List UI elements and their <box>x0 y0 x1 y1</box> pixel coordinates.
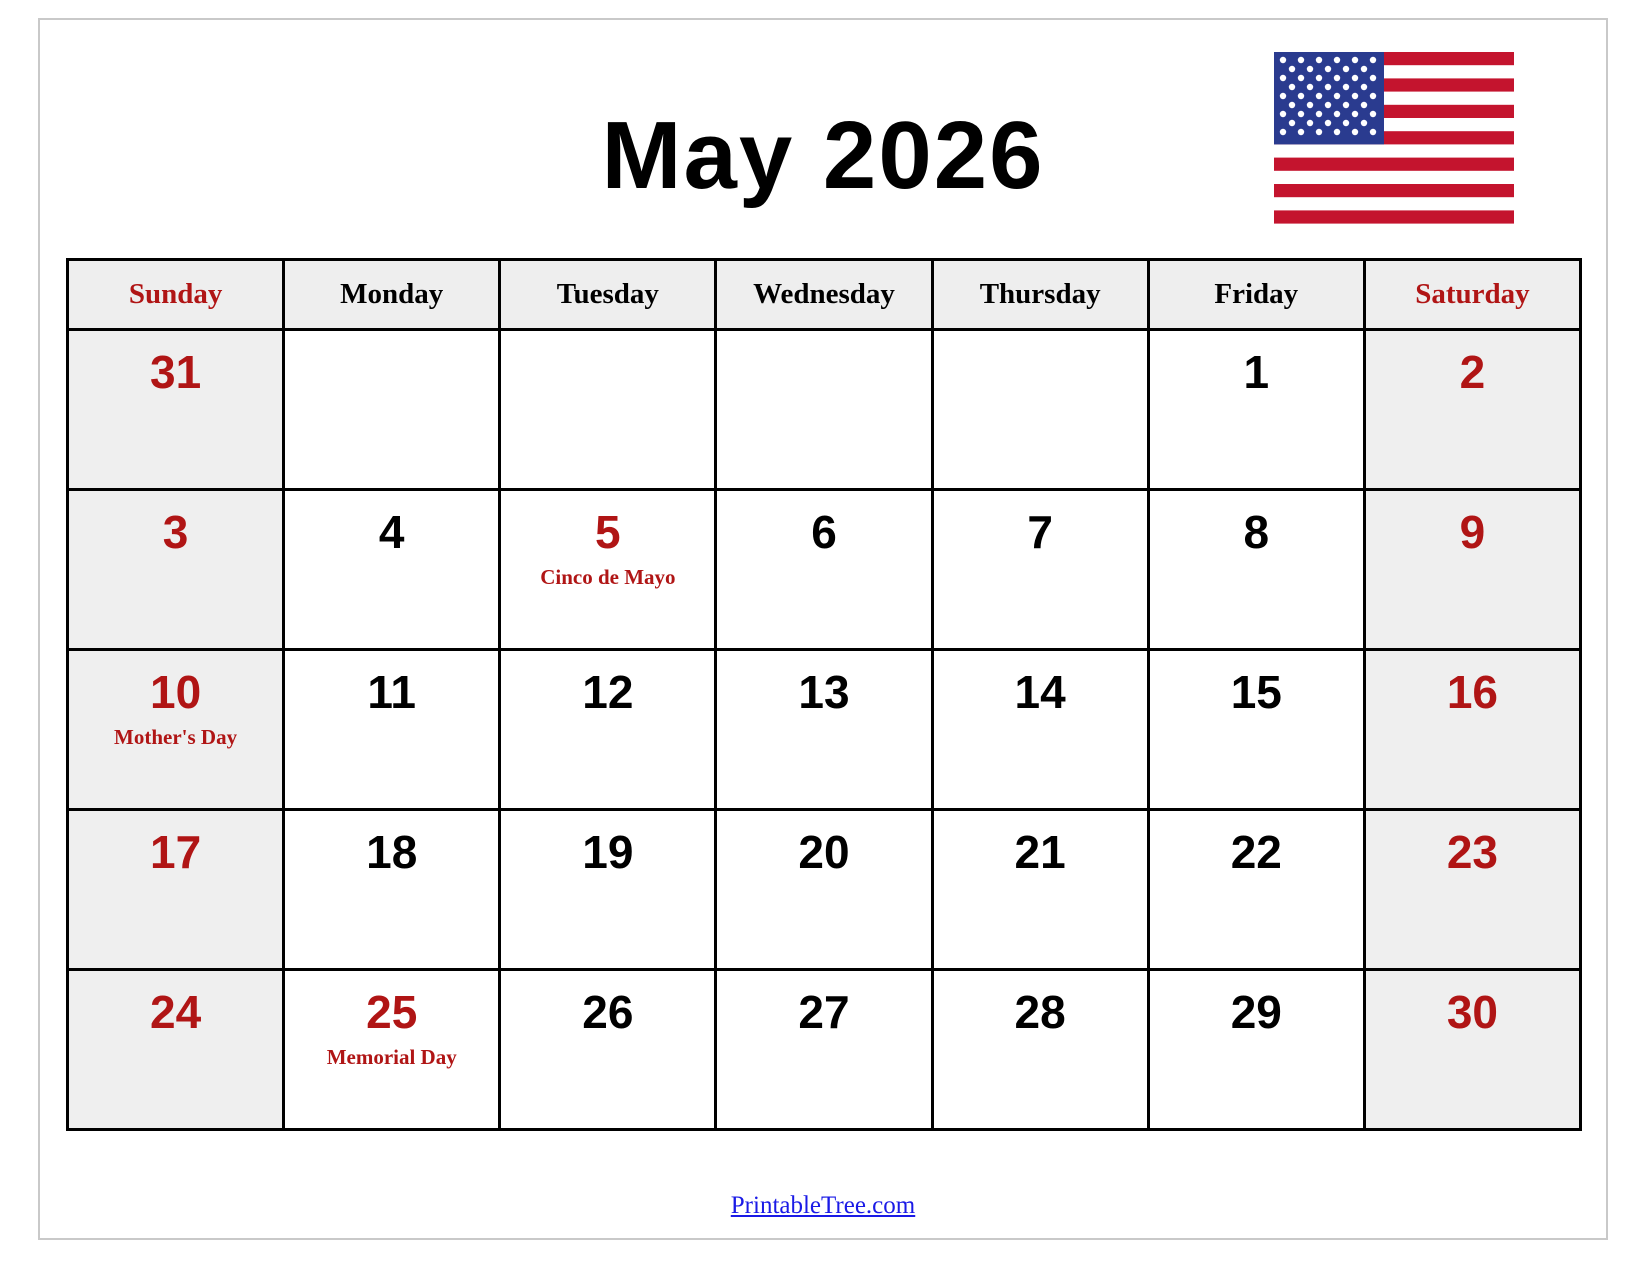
day-number: 13 <box>798 666 850 718</box>
calendar-week-row <box>68 810 1581 970</box>
day-cell[interactable] <box>1364 810 1580 970</box>
day-cell[interactable] <box>716 810 932 970</box>
day-number: 18 <box>366 826 418 878</box>
calendar-header <box>40 20 1606 240</box>
day-event: Cinco de Mayo <box>540 565 676 589</box>
day-number: 22 <box>1230 826 1282 878</box>
calendar-week-row <box>68 970 1581 1130</box>
calendar-grid <box>66 258 1582 1131</box>
day-cell[interactable] <box>500 810 716 970</box>
day-cell[interactable] <box>1364 330 1580 490</box>
day-cell[interactable] <box>284 810 500 970</box>
weekday-header-thursday: Thursday <box>932 260 1148 330</box>
day-cell[interactable] <box>1148 970 1364 1130</box>
day-number: 11 <box>367 666 417 718</box>
weekday-header-wednesday: Wednesday <box>716 260 932 330</box>
day-cell[interactable] <box>932 330 1148 490</box>
day-number: 7 <box>1027 506 1053 558</box>
day-number: 9 <box>1459 506 1486 558</box>
day-number: 6 <box>811 506 837 558</box>
day-number: 5 <box>595 506 621 558</box>
weekday-header-sunday: Sunday <box>68 260 284 330</box>
day-number: 17 <box>149 826 202 878</box>
day-number: 10 <box>149 666 202 718</box>
day-cell[interactable] <box>932 650 1148 810</box>
day-number: 29 <box>1230 986 1282 1038</box>
day-number: 25 <box>366 986 418 1038</box>
day-number: 26 <box>582 986 634 1038</box>
day-number: 3 <box>162 506 189 558</box>
calendar-week-row <box>68 650 1581 810</box>
day-cell[interactable] <box>1148 490 1364 650</box>
day-number: 2 <box>1459 346 1486 398</box>
weekday-header-monday: Monday <box>284 260 500 330</box>
weekday-header-saturday: Saturday <box>1364 260 1580 330</box>
day-number: 19 <box>582 826 634 878</box>
day-number: 15 <box>1230 666 1282 718</box>
day-number: 28 <box>1014 986 1066 1038</box>
day-cell[interactable] <box>1364 650 1580 810</box>
day-cell[interactable] <box>68 330 284 490</box>
day-cell[interactable] <box>500 650 716 810</box>
day-cell[interactable] <box>1364 970 1580 1130</box>
weekday-header-row <box>68 260 1581 330</box>
day-cell[interactable] <box>68 810 284 970</box>
day-cell[interactable] <box>932 810 1148 970</box>
day-cell[interactable] <box>932 970 1148 1130</box>
day-cell[interactable] <box>716 490 932 650</box>
day-cell[interactable] <box>500 490 716 650</box>
day-cell[interactable] <box>68 970 284 1130</box>
calendar-week-row <box>68 330 1581 490</box>
day-number: 21 <box>1014 826 1066 878</box>
day-number: 12 <box>582 666 634 718</box>
day-cell[interactable] <box>284 970 500 1130</box>
day-number: 4 <box>378 506 405 558</box>
day-cell[interactable] <box>1148 330 1364 490</box>
day-cell[interactable] <box>1148 810 1364 970</box>
footer <box>40 1192 1606 1220</box>
day-number: 14 <box>1014 666 1066 718</box>
day-event: Memorial Day <box>326 1045 457 1069</box>
calendar-week-row <box>68 490 1581 650</box>
weekday-header-friday: Friday <box>1148 260 1364 330</box>
day-cell[interactable] <box>1364 490 1580 650</box>
day-number: 20 <box>798 826 850 878</box>
day-cell[interactable] <box>500 970 716 1130</box>
site-link[interactable]: PrintableTree.com <box>730 1192 916 1219</box>
day-cell[interactable] <box>284 330 500 490</box>
day-number: 24 <box>149 986 202 1038</box>
day-cell[interactable] <box>1148 650 1364 810</box>
day-cell[interactable] <box>716 650 932 810</box>
page-title: May 2026 <box>601 102 1045 209</box>
day-cell[interactable] <box>716 330 932 490</box>
day-number: 16 <box>1446 666 1498 718</box>
day-number: 27 <box>798 986 850 1038</box>
day-cell[interactable] <box>932 490 1148 650</box>
day-cell[interactable] <box>68 650 284 810</box>
day-number: 8 <box>1243 506 1270 558</box>
calendar-page <box>38 18 1608 1240</box>
day-number: 31 <box>149 346 202 398</box>
day-cell[interactable] <box>500 330 716 490</box>
day-cell[interactable] <box>284 490 500 650</box>
day-number: 30 <box>1446 986 1498 1038</box>
day-cell[interactable] <box>716 970 932 1130</box>
weekday-header-tuesday: Tuesday <box>500 260 716 330</box>
day-cell[interactable] <box>68 490 284 650</box>
day-number: 23 <box>1446 826 1498 878</box>
usa-flag-icon <box>1274 52 1514 224</box>
day-cell[interactable] <box>284 650 500 810</box>
day-event: Mother's Day <box>114 725 238 749</box>
day-number: 1 <box>1243 346 1270 398</box>
